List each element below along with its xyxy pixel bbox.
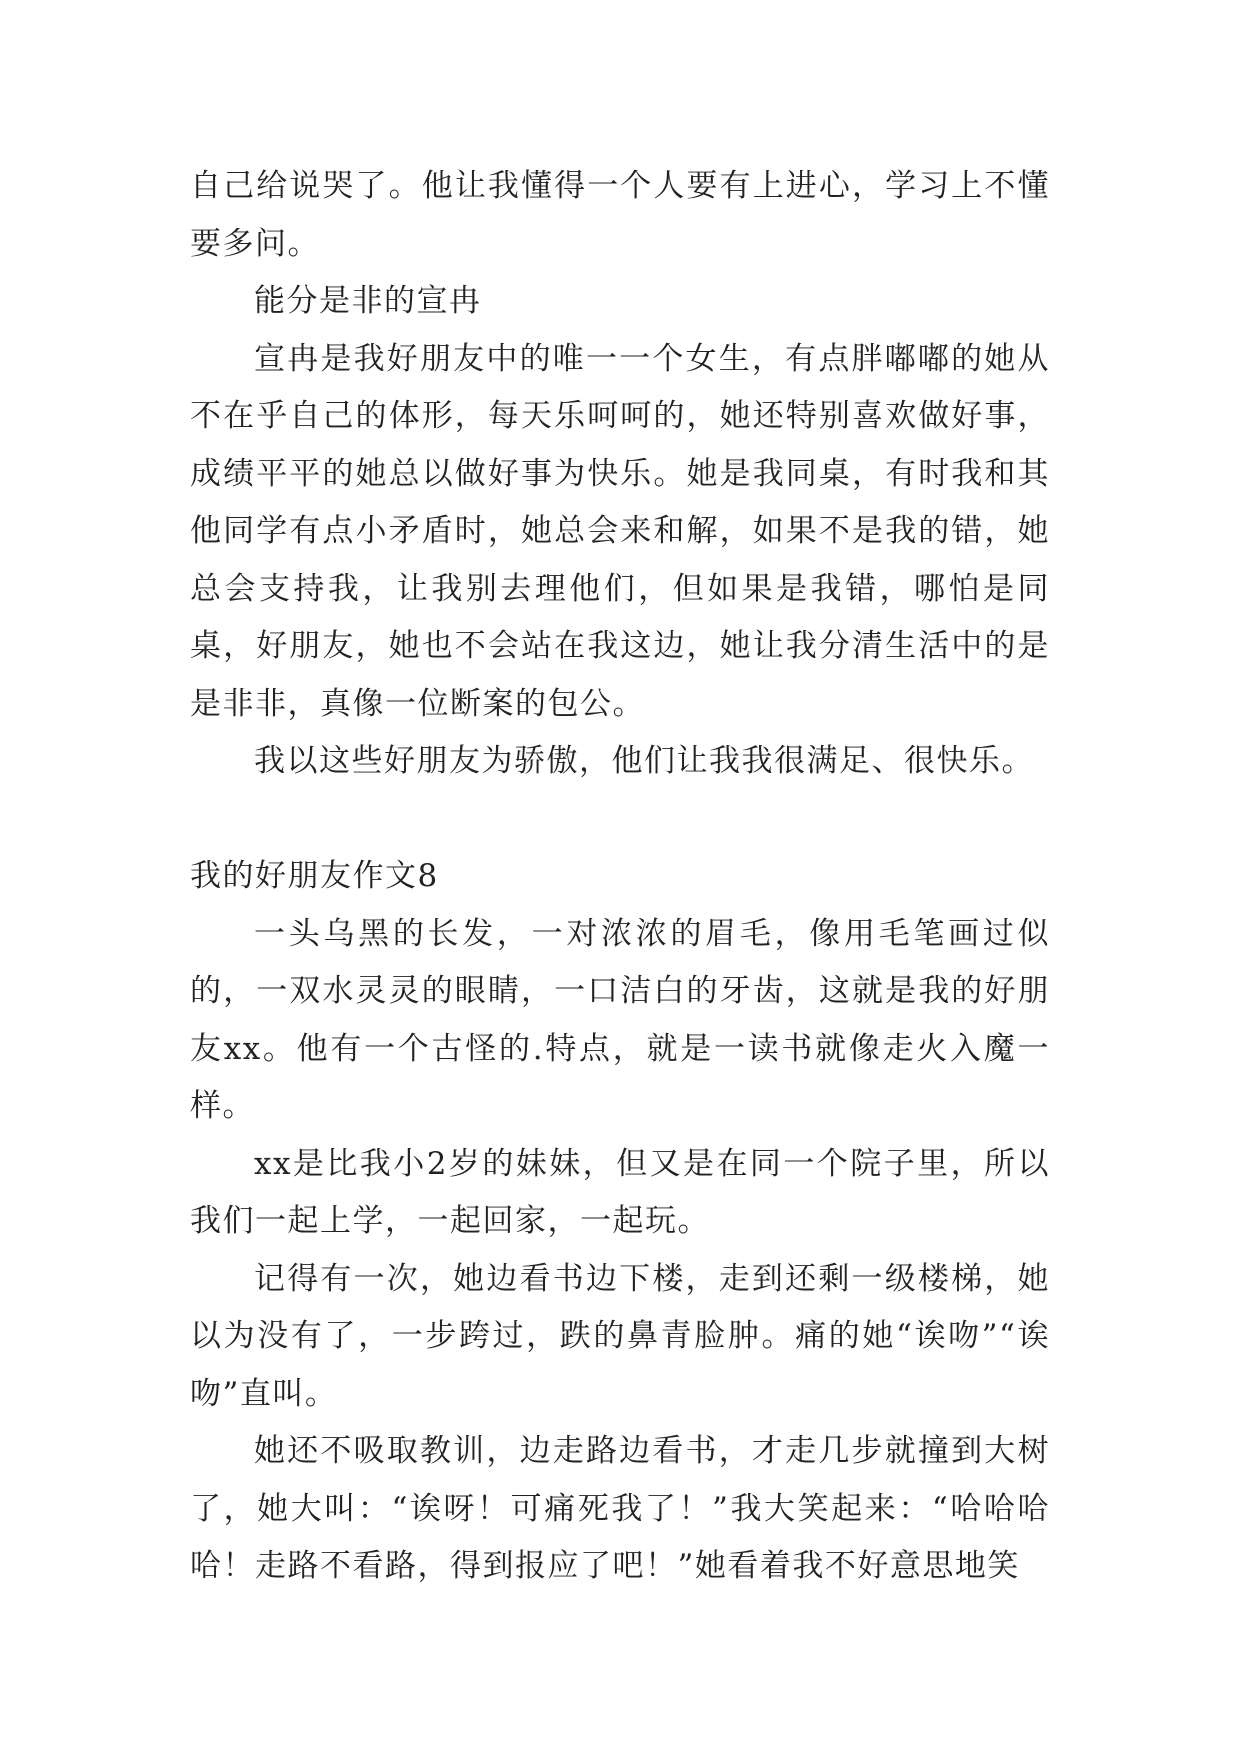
- document-body: [190, 158, 1050, 1596]
- essay-title: 我的好朋友作文8: [190, 858, 439, 894]
- paragraph-xuanran: 宣冉是我好朋友中的唯一一个女生，有点胖嘟嘟的她从不在乎自己的体形，每天乐呵呵的，她还特别喜欢做好事，成绩平平的她总以做好事为快乐。她是我同桌，有时我和其他同学有点小矛盾时，她总会来和解，如果不是我的错，她总会支持我，让我别去理他们，但如果是我错，哪怕是同桌，好朋友，她也不会站在我这边，她让我分清生活中的是是非非，真像一位断案的包公。: [190, 340, 1050, 722]
- paragraph-continuation: 自己给说哭了。他让我懂得一个人要有上进心，学习上不懂要多问。: [190, 168, 1050, 262]
- paragraph-conclusion: 我以这些好朋友为骄傲，他们让我我很满足、很快乐。: [254, 743, 1034, 779]
- paragraph-relationship: xx是比我小2岁的妹妹，但又是在同一个院子里，所以我们一起上学，一起回家，一起玩。: [190, 1145, 1050, 1239]
- section-heading-xuanran: 能分是非的宣冉: [254, 283, 482, 319]
- paragraph-tree-story: 她还不吸取教训，边走路边看书，才走几步就撞到大树了，她大叫：“诶呀！可痛死我了！”我大笑起来：“哈哈哈哈！走路不看路，得到报应了吧！”她看着我不好意思地笑: [190, 1433, 1050, 1584]
- section-gap: [190, 791, 1050, 849]
- paragraph-description: 一头乌黑的长发，一对浓浓的眉毛，像用毛笔画过似的，一双水灵灵的眼睛，一口洁白的牙齿，这就是我的好朋友xx。他有一个古怪的.特点，就是一读书就像走火入魔一样。: [190, 915, 1050, 1124]
- paragraph-stairs-story: 记得有一次，她边看书边下楼，走到还剩一级楼梯，她以为没有了，一步跨过，跌的鼻青脸肿。痛的她“诶吻”“诶吻”直叫。: [190, 1260, 1050, 1412]
